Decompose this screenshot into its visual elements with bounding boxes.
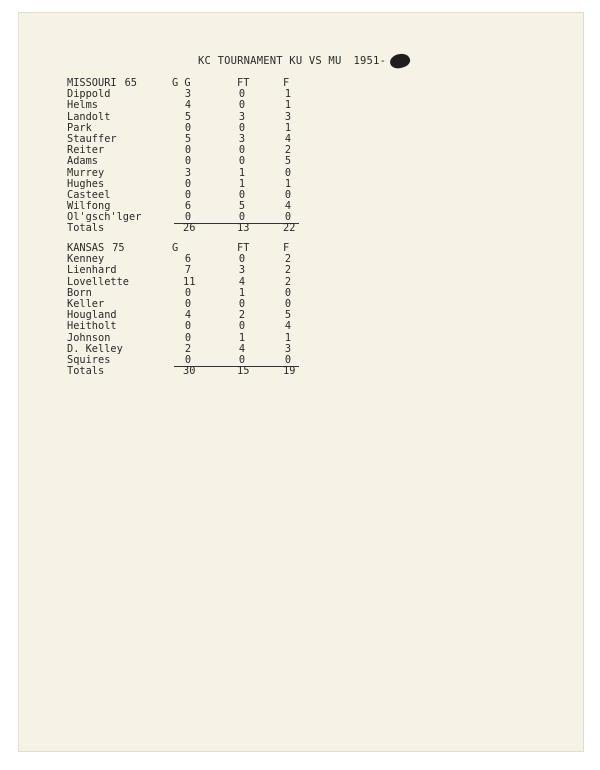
missouri-player-f: 1: [284, 99, 292, 112]
kansas-totals-gg: 30: [183, 365, 196, 378]
kansas-player-name: Kenney: [67, 253, 105, 266]
missouri-player-ft: 0: [238, 88, 246, 101]
missouri-player-gg: 3: [184, 88, 192, 101]
kansas-player-name: Johnson: [67, 331, 111, 344]
title-year: 1951-: [353, 55, 387, 67]
kansas-team-name: KANSAS: [67, 242, 105, 254]
missouri-player-ft: 0: [238, 144, 246, 157]
missouri-player-name: Park: [67, 121, 92, 134]
kansas-totals-f: 19: [283, 365, 296, 378]
kansas-player-name: D. Kelley: [67, 342, 123, 355]
kansas-player-name: Born: [67, 286, 92, 299]
missouri-player-f: 4: [284, 132, 292, 145]
missouri-player-name: Wilfong: [67, 200, 111, 213]
missouri-player-name: Adams: [67, 155, 98, 168]
kansas-player-f: 2: [284, 253, 292, 266]
missouri-player-name: Casteel: [67, 188, 111, 201]
missouri-totals-gg: 26: [183, 222, 196, 235]
document-title: [198, 55, 386, 67]
kansas-totals-label: Totals: [67, 365, 105, 378]
missouri-player-gg: 5: [184, 110, 192, 123]
missouri-player-name: Ol'gsch'lger: [67, 211, 142, 224]
missouri-player-ft: 0: [238, 188, 246, 201]
missouri-player-ft: 0: [238, 99, 246, 112]
kansas-player-ft: 0: [238, 353, 246, 366]
kansas-player-gg: 4: [184, 309, 192, 322]
missouri-player-name: Reiter: [67, 144, 105, 157]
missouri-player-f: 2: [284, 144, 292, 157]
kansas-player-name: Lienhard: [67, 264, 117, 277]
missouri-player-gg: 0: [184, 144, 192, 157]
missouri-player-name: Stauffer: [67, 132, 117, 145]
missouri-player-f: 3: [284, 110, 292, 123]
missouri-player-ft: 1: [238, 177, 246, 190]
missouri-player-ft: 3: [238, 132, 246, 145]
kansas-player-gg: 11: [183, 275, 196, 288]
missouri-totals-label: Totals: [67, 222, 105, 235]
missouri-player-ft: 0: [238, 155, 246, 168]
missouri-player-gg: 6: [184, 200, 192, 213]
kansas-player-ft: 1: [238, 286, 246, 299]
missouri-player-ft: 1: [238, 166, 246, 179]
missouri-player-name: Hughes: [67, 177, 105, 190]
kansas-player-gg: 0: [184, 320, 192, 333]
kansas-player-f: 0: [284, 286, 292, 299]
missouri-player-f: 0: [284, 211, 292, 224]
kansas-player-gg: 0: [184, 286, 192, 299]
missouri-player-gg: 4: [184, 99, 192, 112]
missouri-player-gg: 0: [184, 121, 192, 134]
kansas-player-ft: 3: [238, 264, 246, 277]
missouri-player-name: Murrey: [67, 166, 105, 179]
kansas-player-ft: 4: [238, 342, 246, 355]
kansas-ft-header: FT: [237, 242, 250, 254]
missouri-player-f: 5: [284, 155, 292, 168]
missouri-player-f: 0: [284, 166, 292, 179]
kansas-player-ft: 2: [238, 309, 246, 322]
missouri-f-header: F: [283, 77, 290, 89]
paper-sheet: [18, 12, 584, 752]
kansas-player-ft: 0: [238, 320, 246, 333]
kansas-player-gg: 0: [184, 331, 192, 344]
missouri-player-gg: 0: [184, 188, 192, 201]
missouri-gg-header: G G: [172, 77, 191, 89]
kansas-gg-header: G: [172, 242, 179, 254]
kansas-player-name: Heitholt: [67, 320, 117, 333]
kansas-player-f: 5: [284, 309, 292, 322]
kansas-player-name: Hougland: [67, 309, 117, 322]
kansas-player-gg: 0: [184, 353, 192, 366]
kansas-player-name: Squires: [67, 353, 111, 366]
kansas-player-f: 2: [284, 264, 292, 277]
missouri-player-ft: 0: [238, 121, 246, 134]
missouri-player-f: 4: [284, 200, 292, 213]
kansas-player-gg: 6: [184, 253, 192, 266]
kansas-player-ft: 0: [238, 297, 246, 310]
missouri-player-f: 1: [284, 177, 292, 190]
missouri-player-ft: 0: [238, 211, 246, 224]
missouri-player-f: 1: [284, 121, 292, 134]
kansas-player-f: 4: [284, 320, 292, 333]
missouri-player-f: 0: [284, 188, 292, 201]
kansas-score: 75: [112, 242, 125, 254]
kansas-player-gg: 0: [184, 297, 192, 310]
missouri-player-gg: 0: [184, 211, 192, 224]
missouri-team-name: MISSOURI: [67, 77, 117, 89]
kansas-player-name: Keller: [67, 297, 105, 310]
missouri-totals-f: 22: [283, 222, 296, 235]
missouri-score: 65: [124, 77, 138, 89]
missouri-player-f: 1: [284, 88, 292, 101]
missouri-player-gg: 0: [184, 177, 192, 190]
kansas-player-f: 1: [284, 331, 292, 344]
kansas-player-name: Lovellette: [67, 275, 129, 288]
kansas-f-header: F: [283, 242, 290, 254]
missouri-player-gg: 3: [184, 166, 192, 179]
missouri-ft-header: FT: [237, 77, 250, 89]
kansas-player-gg: 2: [184, 342, 192, 355]
title-text: KC TOURNAMENT KU VS MU: [198, 55, 342, 67]
kansas-player-gg: 7: [184, 264, 192, 277]
kansas-player-ft: 1: [238, 331, 246, 344]
missouri-player-ft: 5: [238, 200, 246, 213]
missouri-player-name: Helms: [67, 99, 98, 112]
missouri-player-gg: 5: [184, 132, 192, 145]
missouri-player-name: Dippold: [67, 88, 111, 101]
missouri-player-name: Landolt: [67, 110, 111, 123]
missouri-player-ft: 3: [238, 110, 246, 123]
kansas-player-ft: 0: [238, 253, 246, 266]
kansas-player-f: 2: [284, 275, 292, 288]
missouri-player-gg: 0: [184, 155, 192, 168]
kansas-player-f: 0: [284, 353, 292, 366]
kansas-totals-ft: 15: [237, 365, 250, 378]
kansas-player-f: 3: [284, 342, 292, 355]
missouri-totals-ft: 13: [237, 222, 250, 235]
kansas-player-ft: 4: [238, 275, 246, 288]
kansas-player-f: 0: [284, 297, 292, 310]
